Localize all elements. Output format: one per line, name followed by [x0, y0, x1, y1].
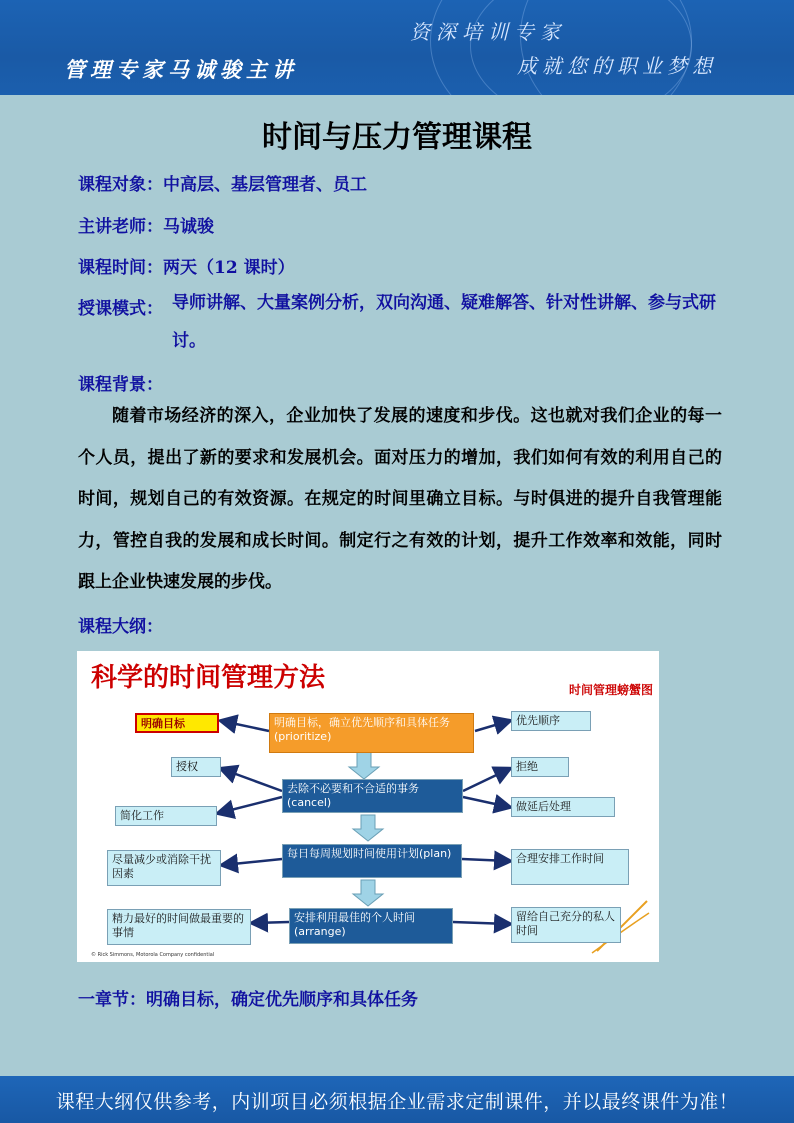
- background-label: 课程背景：: [78, 375, 163, 395]
- diagram-center-1: 明确目标，确立优先顺序和具体任务(prioritize): [269, 713, 474, 753]
- background-text: 随着市场经济的深入，企业加快了发展的速度和步伐。这也就对我们企业的每一个人员，提出了新的要求和发展机会。面对压力的增加，我们如何有效的利用自己的时间，规划自己的有效资源。在规定的时间里确立目标。与时俱进的提升自我管理能力，管控自我的发展和成长时间。制定行之有效的计划，提升工作效率和效能，同时跟上企业快速发展的步伐。: [78, 406, 722, 592]
- audience-label: 课程对象：: [78, 175, 163, 195]
- duration-label: 课程时间：: [78, 258, 163, 278]
- diagram-center-4: 安排利用最佳的个人时间(arrange): [289, 908, 453, 944]
- outline-label: 课程大纲：: [78, 617, 163, 637]
- diagram-center-2: 去除不必要和不合适的事务(cancel): [282, 779, 463, 813]
- diagram-left-4: 尽量减少或消除干扰因素: [107, 850, 221, 886]
- decorative-ring: [520, 0, 794, 95]
- diagram-right-3: 做延后处理: [511, 797, 615, 817]
- teacher-value: 马诚骏: [163, 217, 214, 237]
- diagram-left-1: 明确目标: [135, 713, 219, 733]
- mode-value: 导师讲解、大量案例分析，双向沟通、疑难解答、针对性讲解、参与式研讨。: [172, 293, 716, 351]
- slogan-line-2: 成就您的职业梦想: [517, 54, 717, 78]
- audience-value: 中高层、基层管理者、员工: [163, 175, 367, 195]
- diagram-right-4: 合理安排工作时间: [511, 849, 629, 885]
- diagram-subtitle: 时间管理螃蟹图: [568, 683, 653, 697]
- page-title: 时间与压力管理课程: [262, 120, 532, 155]
- slogan-line-1: 资深培训专家: [410, 20, 566, 44]
- diagram-right-1: 优先顺序: [511, 711, 591, 731]
- duration-row: [78, 253, 295, 278]
- teacher-label: 主讲老师：: [78, 217, 163, 237]
- diagram-right-2: 拒绝: [511, 757, 569, 777]
- time-management-diagram: [77, 651, 659, 962]
- mode-row: [78, 294, 728, 360]
- footer-note: 课程大纲仅供参考，内训项目必须根据企业需求定制课件，并以最终课件为准！: [55, 1091, 739, 1113]
- audience-row: [78, 170, 367, 195]
- diagram-footnote: © Rick Simmons, Motorola Company confidential: [91, 952, 215, 958]
- duration-value: 两天（12 课时）: [163, 258, 295, 278]
- page-header: [0, 0, 794, 95]
- mode-label: 授课模式：: [78, 299, 163, 319]
- diagram-left-5: 精力最好的时间做最重要的事情: [107, 909, 251, 945]
- diagram-left-2: 授权: [171, 757, 221, 777]
- teacher-row: [78, 212, 214, 237]
- diagram-center-3: 每日每周规划时间使用计划(plan): [282, 844, 462, 878]
- page-footer: [0, 1076, 794, 1123]
- diagram-right-5: 留给自己充分的私人时间: [511, 907, 621, 943]
- diagram-left-3: 简化工作: [115, 806, 217, 826]
- diagram-title: 科学的时间管理方法: [91, 663, 326, 693]
- chapter-heading: 一章节：明确目标，确定优先顺序和具体任务: [78, 990, 418, 1010]
- brand-text: 管理专家马诚骏主讲: [64, 58, 298, 82]
